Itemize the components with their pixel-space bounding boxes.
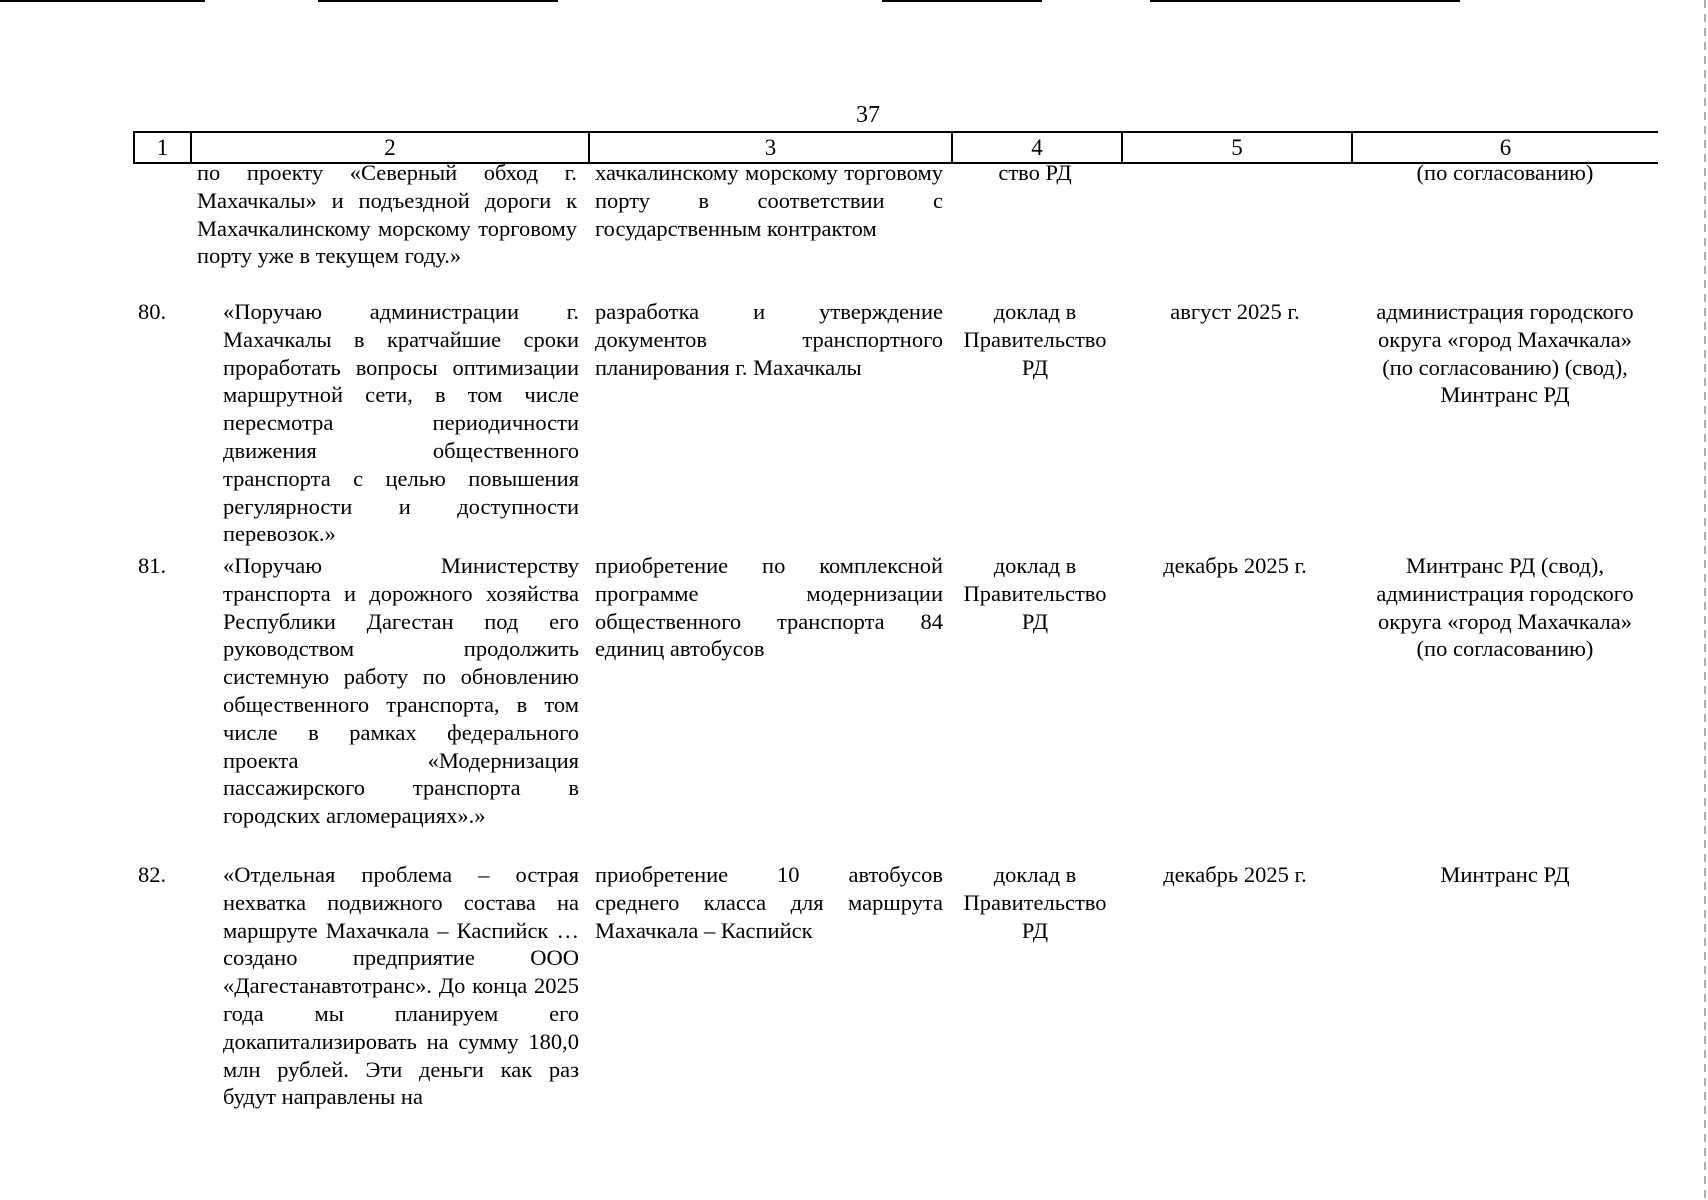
scan-top-line-right [882,0,1042,2]
row-number: 80. [138,299,167,324]
header-col-1: 1 [133,133,190,162]
row-col3-text: разработка и утверждение документов транспортного планирования г. Махачкалы [595,299,943,380]
row-col4-text: доклад в Правительство РД [963,299,1107,380]
cont-col3-text: хачкалинскому морскому торговому порту в соответствии с государственным контрактом [595,160,943,241]
cont-col6-text: (по согласованию) [1416,160,1594,185]
row-col6-text: Минтранс РД [1440,862,1570,887]
row-col2-text [197,552,579,830]
scan-top-line-far [1150,0,1460,2]
scan-top-line-mid [318,0,558,2]
scan-right-edge [1704,0,1706,1200]
row-col4-text: доклад в Правительство РД [963,553,1107,634]
row-col6-text: Минтранс РД (свод), администрация городского округа «город Махачкала» (по согласованию) [1376,553,1634,662]
page-number: 37 [856,102,880,128]
header-col-4: 4 [951,133,1121,162]
row-col2-quote: «Поручаю Министерству транспорта и дорожного хозяйства Республики Дагестан под его руководством продолжить системную работу по обновлению общественного транспорта, в том числе в рамках федерального проекта «Модернизация пассажирского транспорта в городских агломерациях».» [223,553,579,829]
cont-col4-text: ство РД [998,160,1072,185]
row-number: 81. [138,553,167,578]
row-col6-text: администрация городского округа «город Махачкала» (по согласованию) (свод), Минтранс РД [1376,299,1634,408]
scan-top-line-left [0,0,205,2]
header-col-2: 2 [190,133,588,162]
header-col-3: 3 [588,133,951,162]
row-col5-text: декабрь 2025 г. [1163,862,1307,887]
header-col-6: 6 [1351,133,1658,162]
row-col5-text: август 2025 г. [1170,299,1300,324]
row-col2-text [197,861,579,1111]
row-number: 82. [138,862,167,887]
row-col5-text: декабрь 2025 г. [1163,553,1307,578]
row-col3-text: приобретение 10 автобусов среднего класса для маршрута Махачкала – Каспийск [595,862,943,943]
header-col-5: 5 [1121,133,1351,162]
cont-col2-text: по проекту «Северный обход г. Махачкалы» и подъездной дороги к Махачкалинскому морскому торговому порту уже в текущем году.» [197,160,577,269]
row-col3-text: приобретение по комплексной программе модернизации общественного транспорта 84 единиц автобусов [595,553,943,662]
row-col2-text [197,298,579,548]
row-col4-text: доклад в Правительство РД [963,862,1107,943]
row-col2-quote: «Отдельная проблема – острая нехватка подвижного состава на маршруте Махачкала – Каспийск …создано предприятие ООО «Дагестанавтотранс». До конца 2025 года мы планируем его докапитализировать на сумму 180,0 млн рублей. Эти деньги как раз будут направлены на [223,862,579,1110]
row-col2-quote: «Поручаю администрации г. Махачкалы в кратчайшие сроки проработать вопросы оптимизации маршрутной сети, в том числе пересмотра периодичности движения общественного транспорта с целью повышения регулярности и доступности перевозок.» [223,299,579,547]
